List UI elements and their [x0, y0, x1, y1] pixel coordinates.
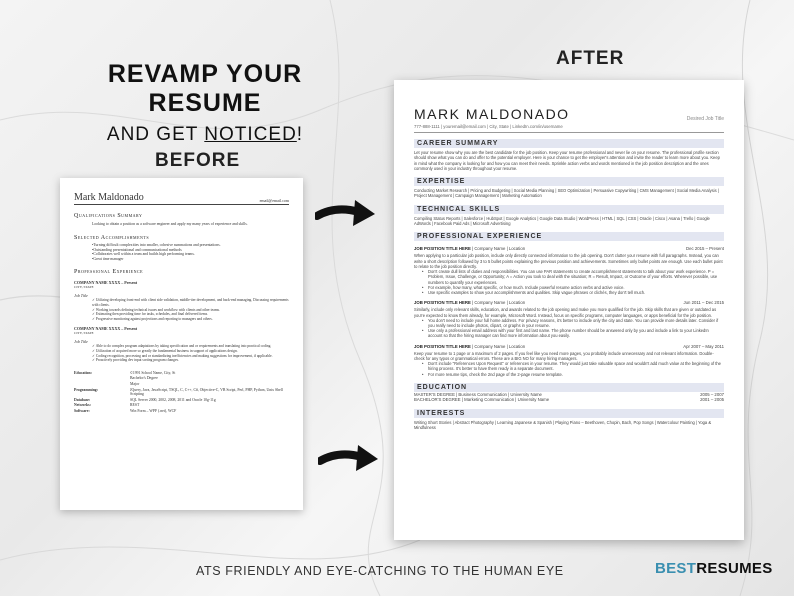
footer-tagline: ATS FRIENDLY AND EYE-CATCHING TO THE HUMAN EYE [196, 564, 564, 578]
list-item: • Use only a professional email address with your first and last name. The phone number should be answered only by you and include a link to your LinkedIn account so that the hiring manager can find more information about you easily. [414, 328, 724, 338]
after-name: MARK MALDONADO [414, 106, 570, 122]
after-job-description: Keep your resume to 1 page or a maximum of 2 pages. If you feel like you need more pages, you probably include unnecessary and not relevant information. Double-check for any typos or grammatical errors. These are a BIG NO for many hiring managers. [414, 350, 714, 361]
before-job1-company: COMPANY NAME XXXX – Present [74, 280, 138, 286]
before-job2-company: COMPANY NAME XXXX – Present [74, 326, 138, 332]
before-name: Mark Maldonado [74, 192, 144, 203]
before-info-row: Database: SQL Server 2000, 2002, 2008, 2011 and Oracle 10g-11g [74, 397, 216, 402]
after-interests-text: Writing Short Stories | Abstract Photography | Learning Japanese & Spanish | Playing Piano – Beethoven, Chopin, Bach, Pop Songs | Watercolour Painting | Yoga & Mindfulness [414, 419, 712, 431]
after-section-summary: CAREER SUMMARY [414, 139, 724, 148]
list-item: • Great time manager [74, 257, 289, 262]
list-item: • Don't create dull lists of duties and responsibilities. You can use PAR statements to create accomplishment statements to talk about your work experience. P = Problem, Issue, Challenge, or Opportunity; A = Action you took to deal with the situation; R = Result, Impact, or Outcome of your efforts. Wherever possible, use numbers to quantify your experiences. [414, 269, 724, 285]
list-item: ✓ Progressive monitoring against projections and reporting to managers and others. [74, 317, 289, 322]
list-item: • Don't include "References Upon Request" or references in your resume. They would just take valuable space and wouldn't add much value at the beginning of the hiring process. It's better to have them ready in a separate document. [414, 361, 724, 371]
arrow-icon [318, 441, 380, 475]
after-contact: 777-888-1111 | youremail@email.com | City, State | LinkedIn.com/in/username [414, 124, 724, 133]
before-qualifications-text: Looking to obtain a position as a software engineer and apply my many years of experience and skills. [92, 222, 248, 226]
list-item: ✓ Working towards defining technical issues and workflow with clients and other teams. [74, 308, 289, 313]
before-info-row: Major [130, 381, 140, 386]
after-desired-title: Desired Job Title [686, 116, 724, 122]
before-info-row: Networks: REST [74, 403, 140, 408]
after-job-header: JOB POSITION TITLE HERE | Company Name | Location Apr 2007 – May 2011 [414, 343, 724, 349]
after-education-row: MASTER'S DEGREE | Business Communication | University Name 2005 – 2007 [414, 391, 724, 397]
after-section-education: EDUCATION [414, 383, 724, 392]
before-info-row: Software: Win Form – WPF (.net), WCF [74, 408, 177, 413]
before-job1-title: Job Title [74, 293, 88, 299]
after-section-interests: INTERESTS [414, 409, 724, 418]
after-section-expertise: EXPERTISE [414, 177, 724, 186]
list-item: • Turning difficult complexities into smaller, cohesive summations and presentations. [74, 243, 289, 248]
before-info-row: Bachelor's Degree [130, 376, 158, 381]
brand-logo: BESTRESUMES [655, 560, 773, 577]
before-job1-location: CITY, STATE [74, 285, 94, 290]
headline-line2: AND GET NOTICED! [106, 124, 304, 145]
after-job-description: Similarly, include only relevant skills, education, and awards related to the job opening and make you more qualified for the job. Skip skills that are given or outdated as you're expected to know them already, for example, Microsoft Word. Instead, focus on specific programs, computer languages, or apps beneficial for the job position. [414, 307, 717, 318]
after-summary-text: Let your resume show why you are the best candidate for the job position. Keep your resume professional and never lie on your resume. The professional profile section should show what you can do and offer to the potential employer. Here is your chance to get the employer's attention and invite the reader to learn more about you. Keep in mind what the company is looking for and how you can meet their needs. Sprinkle action verbs and words mentioned in the job position description and the ones commonly used in your industry throughout your resume. [414, 150, 720, 171]
list-item: • For example, how many, what specific, or how much. Include powerful resume action verbs and active voice. [414, 285, 724, 290]
after-job-description: When applying to a particular job position, include only directly connected information to the job opening. Don't clutter your resume with full paragraphs. Instead, you can write a short description followed by 3 to 5 bullet points explaining the previous position and achievements. Sometimes only bullet points are enough. Use each bullet point to relate to the job position directly. [414, 253, 723, 269]
before-job2-location: CITY, STATE [74, 331, 94, 336]
list-item: • For more resume tips, check the 2nd page of the 2-page resume template. [414, 372, 724, 377]
list-item: • Use specific examples to show your accomplishments and qualities. Skip vague phrases or clichés, they don't tell much. [414, 290, 724, 295]
before-label: BEFORE [155, 150, 241, 171]
list-item: ✓ Utilizing developing front-end with client side validation, middle-tier development, and back-end managing. Discussing requirements with clients. [74, 298, 289, 307]
after-education-row: BACHELOR'S DEGREE | Marketing Communication | University Name 2001 – 2005 [414, 397, 724, 403]
list-item: ✓ Able to do complex program adaptations by taking specification and or requirements and translating into practical coding. [74, 344, 289, 349]
list-item: • Outstanding presentational and communicational methods [74, 248, 289, 253]
before-info-row: Programming: JQuery, Java, JavaScript, TSQL, C, C++, C#, Objective-C, VB Script, Perl, PHP, Python, Unix Shell Scripting [74, 387, 283, 397]
list-item: • Collaborates well within a team and builds high performing teams. [74, 252, 289, 257]
before-section-qualifications: Qualifications Summary [74, 213, 143, 219]
headline-line1: REVAMP YOUR RESUME [107, 60, 303, 117]
list-item: ✓ Estimating then providing time for tasks, schedules, and final delivered items. [74, 312, 289, 317]
after-resume [394, 80, 744, 540]
before-info-row: Education: ©1991 School Name, City, St [74, 370, 176, 375]
headline [60, 60, 350, 146]
before-section-experience: Professional Experience [74, 269, 144, 276]
after-section-technical: TECHNICAL SKILLS [414, 205, 724, 214]
arrow-icon [315, 196, 377, 230]
after-job-header: JOB POSITION TITLE HERE | Company Name | Location Dec 2015 – Present [414, 246, 724, 252]
after-expertise-text: Conducting Market Research | Pricing and Budgeting | Social Media Planning | SEO Optimization | Persuasive Copywriting | CMS Management | Social Media Analysis | Project Management | Campaign Management | Marketing Automation [414, 188, 719, 199]
after-technical-text: Compiling Status Reports | Salesforce | HubSpot | Google Analytics | Google Data Studio | WordPress | HTML | SQL | CSS | Oracle | Cisco | Asana | Trello | Google AdWords | Facebook Paid Ads | Microsoft Advertising [414, 215, 710, 227]
before-job2-title: Job Title [74, 339, 88, 345]
before-section-accomplishments: Selected Accomplishments [74, 235, 150, 241]
list-item: ✓ Utilization of acquired more so greatly the fundamental business in support of applications design. [74, 349, 289, 354]
after-label: AFTER [556, 48, 625, 69]
list-item: • You don't need to include your full home address. For privacy reasons, it's better to include only the city and state. You can provide more details later. Consider if you really need to include photos, clipart, or graphs in your resume. [414, 318, 724, 328]
before-email: email@email.com [259, 198, 289, 203]
list-item: ✓ Coding recognition, processing and or standardizing inefficiencies and making suggestions for improvement, if applicable. [74, 354, 289, 359]
list-item: ✓ Proactively providing dev input sorting program changes. [74, 358, 289, 363]
after-section-experience: PROFESSIONAL EXPERIENCE [414, 232, 724, 241]
after-job-header: JOB POSITION TITLE HERE | Company Name | Location Jun 2011 – Dec 2015 [414, 300, 724, 306]
before-resume [60, 178, 303, 510]
